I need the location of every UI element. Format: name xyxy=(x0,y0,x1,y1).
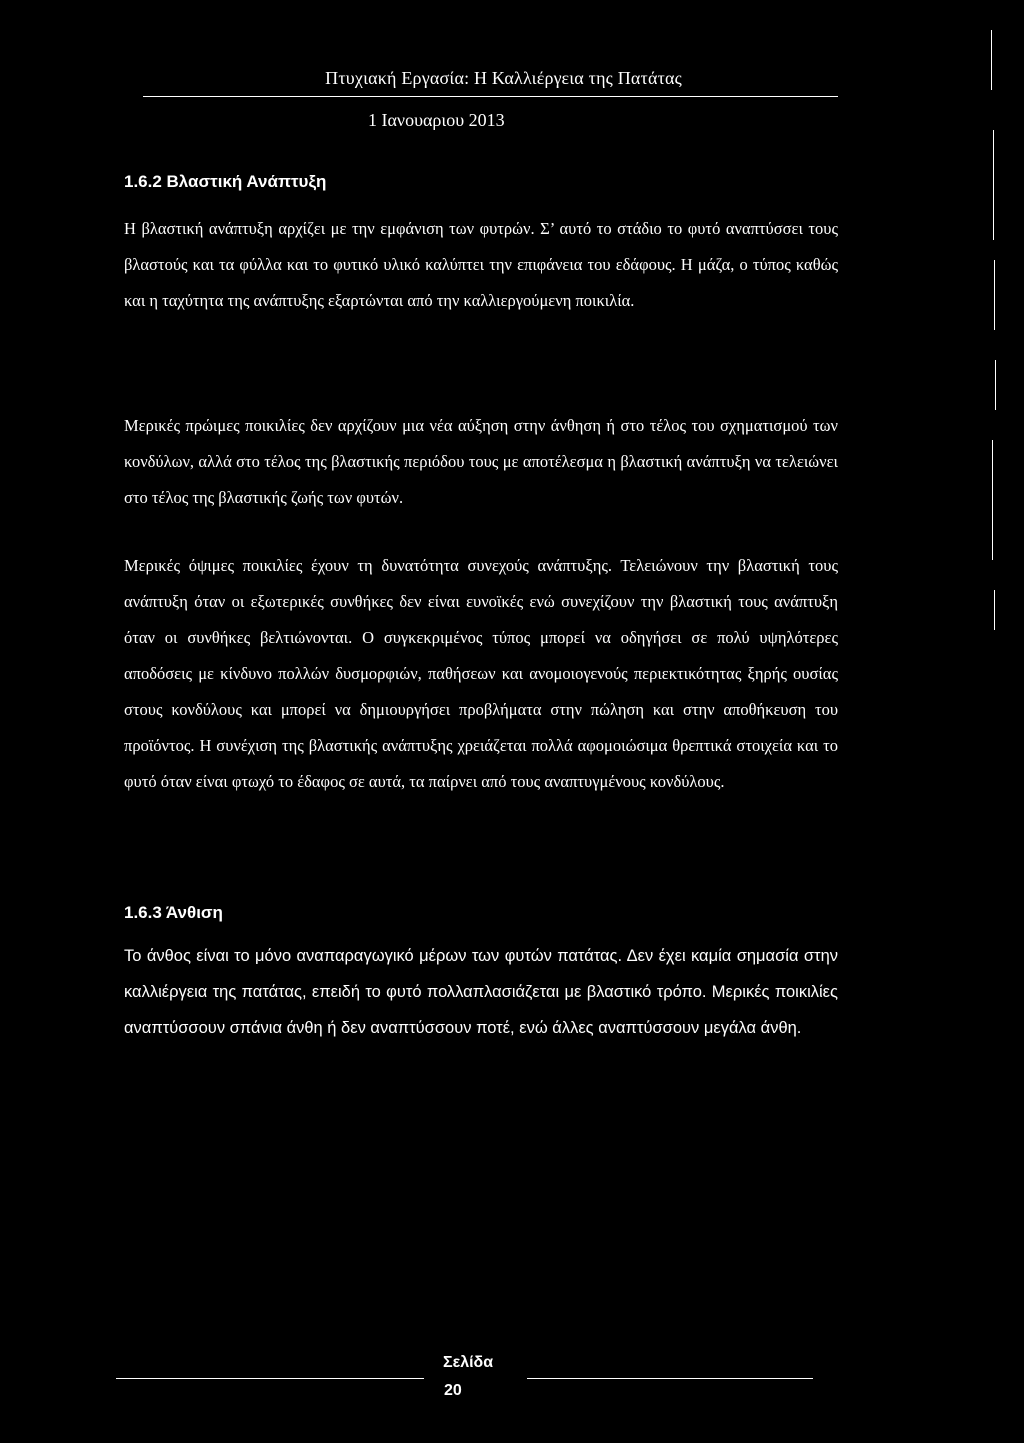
section-heading-vegetative-growth: 1.6.2 Βλαστική Ανάπτυξη xyxy=(124,172,327,191)
scan-edge-artifacts xyxy=(985,30,1005,710)
footer-rule-right xyxy=(527,1378,813,1379)
header-title: Πτυχιακή Εργασία: Η Καλλιέργεια της Πατάτας xyxy=(325,68,682,88)
paragraph: Το άνθος είναι το μόνο αναπαραγωγικό μέρων των φυτών πατάτας. Δεν έχει καμία σημασία στην καλλιέργεια της πατάτας, επειδή το φυτό πολλαπλασιάζεται με βλαστικό τρόπο. Μερικές ποικιλίες αναπτύσσουν σπάνια άνθη ή δεν αναπτύσσουν ποτέ, ενώ άλλες αναπτύσσουν μεγάλα άνθη. xyxy=(124,947,838,1037)
paragraph: Μερικές πρώιμες ποικιλίες δεν αρχίζουν μια νέα αύξηση στην άνθηση ή στο τέλος του σχηματισμού των κονδύλων, αλλά στο τέλος της βλαστικής περιόδου τους με αποτέλεσμα η βλαστική ανάπτυξη να τελειώνει στο τέλος της βλαστικής ζωής των φυτών. xyxy=(124,416,838,507)
header-rule xyxy=(143,96,838,97)
section-heading-flowering: 1.6.3 Άνθιση xyxy=(124,903,223,922)
paragraph: Μερικές όψιμες ποικιλίες έχουν τη δυνατότητα συνεχούς ανάπτυξης. Τελειώνουν την βλαστική τους ανάπτυξη όταν οι εξωτερικές συνθήκες δεν είναι ευνοϊκές ενώ συνεχίζουν την βλαστική τους ανάπτυξη όταν οι συνθήκες βελτιώνονται. Ο συγκεκριμένος τύπος μπορεί να οδηγήσει σε πολύ υψηλότερες αποδόσεις με κίνδυνο πολλών δυσμορφιών, παθήσεων και ανομοιογενούς περιεκτικότητας ξηρής ουσίας στους κονδύλους και μπορεί να δημιουργήσει προβλήματα στην πώληση και στην αποθήκευση του προϊόντος. Η συνέχιση της βλαστικής ανάπτυξης χρειάζεται πολλά αφομοιώσιμα θρεπτικά στοιχεία και το φυτό όταν είναι φτωχό το έδαφος σε αυτά, τα παίρνει από τους αναπτυγμένους κονδύλους. xyxy=(124,556,838,791)
header-date: 1 Ιανουαριου 2013 xyxy=(368,110,505,130)
footer-rule-left xyxy=(116,1378,424,1379)
paragraph: Η βλαστική ανάπτυξη αρχίζει με την εμφάνιση των φυτρών. Σ’ αυτό το στάδιο το φυτό αναπτύσσει τους βλαστούς και τα φύλλα και το φυτικό υλικό καλύπτει την επιφάνεια του εδάφους. Η μάζα, ο τύπος καθώς και η ταχύτητα της ανάπτυξης εξαρτώνται από την καλλιεργούμενη ποικιλία. xyxy=(124,219,838,310)
page-label: Σελίδα xyxy=(443,1354,494,1371)
page-number: 20 xyxy=(444,1382,462,1399)
